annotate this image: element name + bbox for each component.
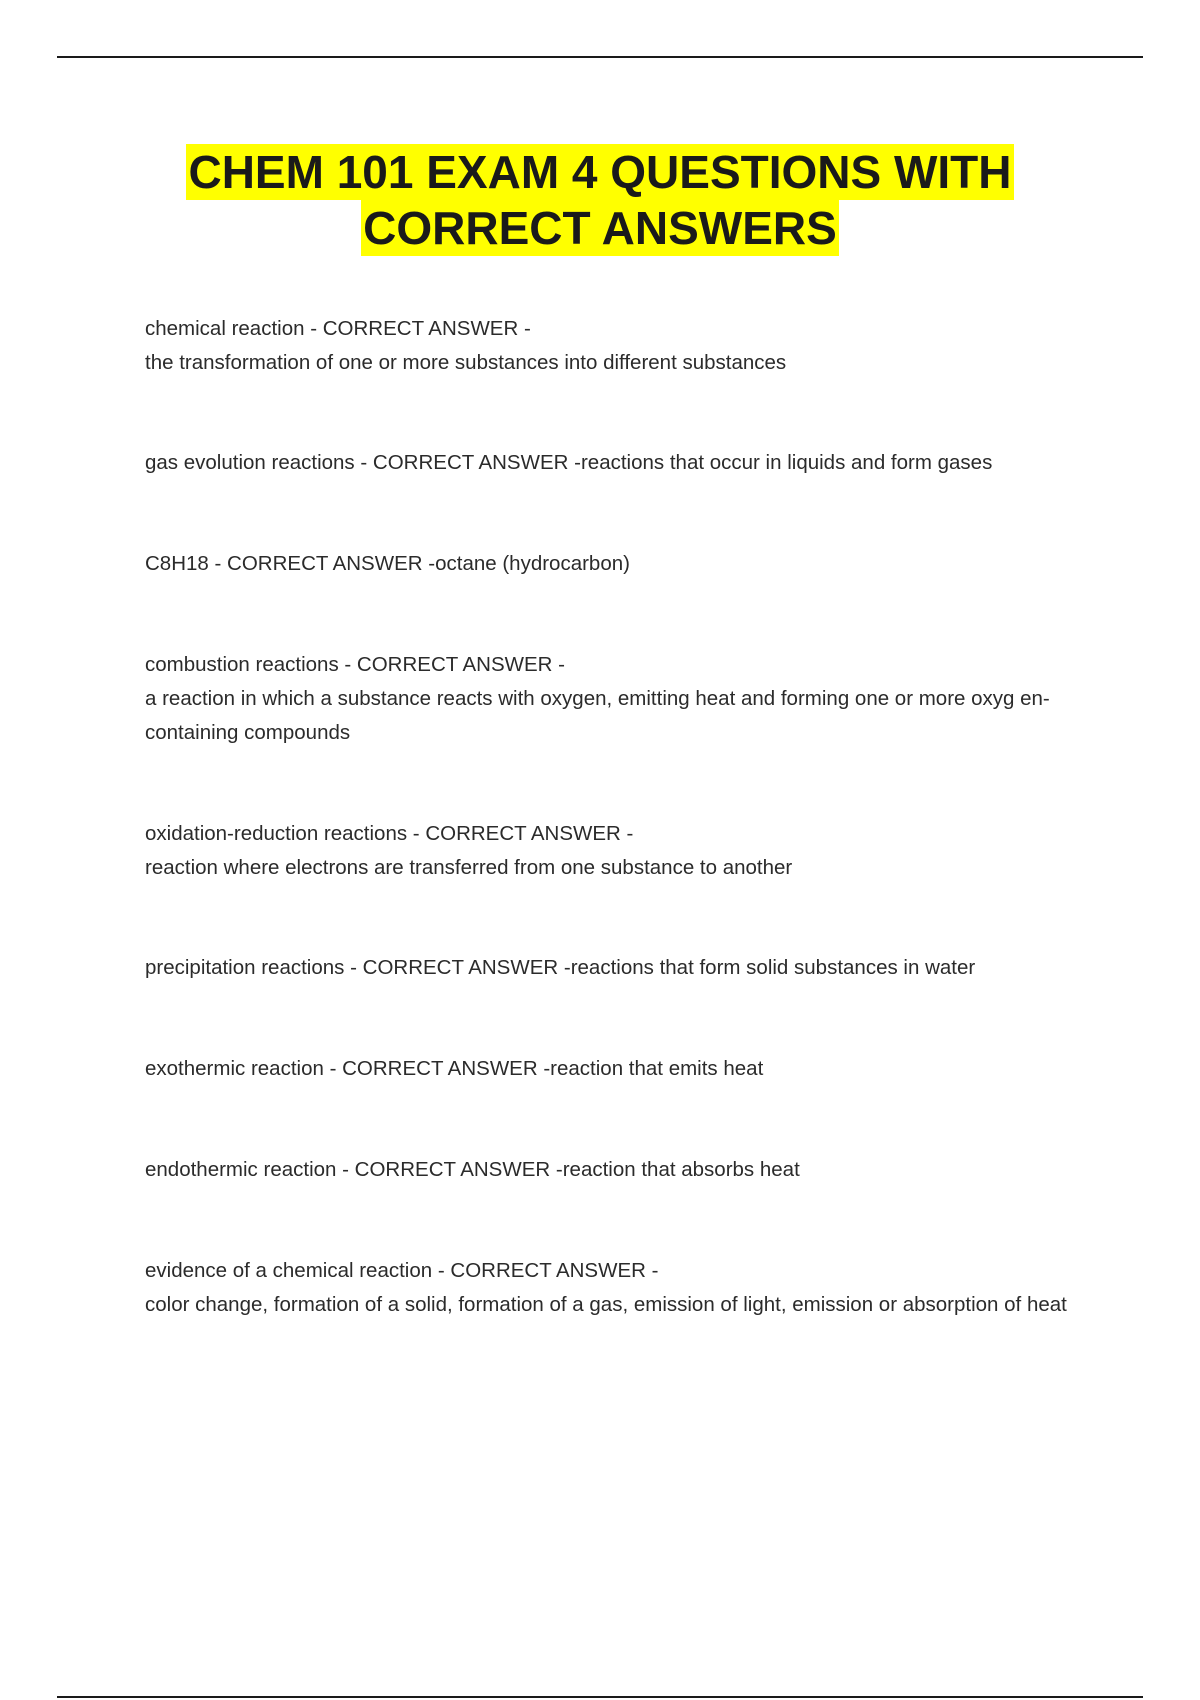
qa-separator: - CORRECT ANSWER -	[338, 653, 565, 676]
qa-item-exothermic	[145, 1052, 1095, 1086]
qa-answer: the transformation of one or more substances into different substances	[145, 351, 787, 374]
top-rule	[57, 56, 1143, 58]
qa-separator: - CORRECT ANSWER -	[304, 317, 531, 340]
qa-term: combustion reactions	[145, 653, 339, 676]
qa-separator: - CORRECT ANSWER -	[344, 956, 571, 979]
page-title-line-2: CORRECT ANSWERS	[363, 202, 837, 254]
qa-answer: reactions that occur in liquids and form gases	[580, 451, 993, 474]
bottom-rule	[57, 1696, 1143, 1698]
qa-separator: - CORRECT ANSWER -	[407, 822, 634, 845]
qa-term: exothermic reaction	[145, 1057, 324, 1080]
qa-answer: reaction where electrons are transferred from one substance to another	[145, 856, 793, 879]
qa-item-oxidation-reduction	[145, 817, 1095, 885]
qa-separator: - CORRECT ANSWER -	[354, 451, 581, 474]
qa-term: gas evolution reactions	[145, 451, 355, 474]
page-title-line-1: CHEM 101 EXAM 4 QUESTIONS WITH	[188, 146, 1012, 198]
qa-item-combustion	[145, 648, 1095, 750]
qa-separator: - CORRECT ANSWER -	[323, 1057, 551, 1080]
qa-item-precipitation	[145, 951, 1095, 985]
qa-answer: a reaction in which a substance reacts with oxygen, emitting heat and forming one or more oxyg en-containing compounds	[145, 687, 1050, 744]
qa-answer: reaction that absorbs heat	[562, 1158, 800, 1181]
qa-answer: reactions that form solid substances in water	[570, 956, 976, 979]
qa-item-evidence	[145, 1254, 1095, 1322]
qa-item-gas-evolution	[145, 446, 1095, 480]
qa-term: C8H18	[145, 552, 209, 575]
qa-item-chemical-reaction	[145, 312, 1095, 380]
page-title	[0, 144, 1200, 256]
qa-term: chemical reaction	[145, 317, 305, 340]
qa-term: evidence of a chemical reaction	[145, 1259, 433, 1282]
qa-separator: - CORRECT ANSWER -	[336, 1158, 563, 1181]
qa-item-c8h18	[145, 547, 1095, 581]
qa-item-endothermic	[145, 1153, 1095, 1187]
qa-answer: octane (hydrocarbon)	[435, 552, 630, 575]
qa-answer: color change, formation of a solid, formation of a gas, emission of light, emission or absorption of heat	[145, 1293, 1067, 1316]
qa-term: oxidation-reduction reactions	[145, 822, 408, 845]
qa-term: endothermic reaction	[145, 1158, 337, 1181]
qa-term: precipitation reactions	[145, 956, 345, 979]
qa-separator: - CORRECT ANSWER -	[208, 552, 436, 575]
qa-answer: reaction that emits heat	[550, 1057, 764, 1080]
qa-separator: - CORRECT ANSWER -	[432, 1259, 659, 1282]
